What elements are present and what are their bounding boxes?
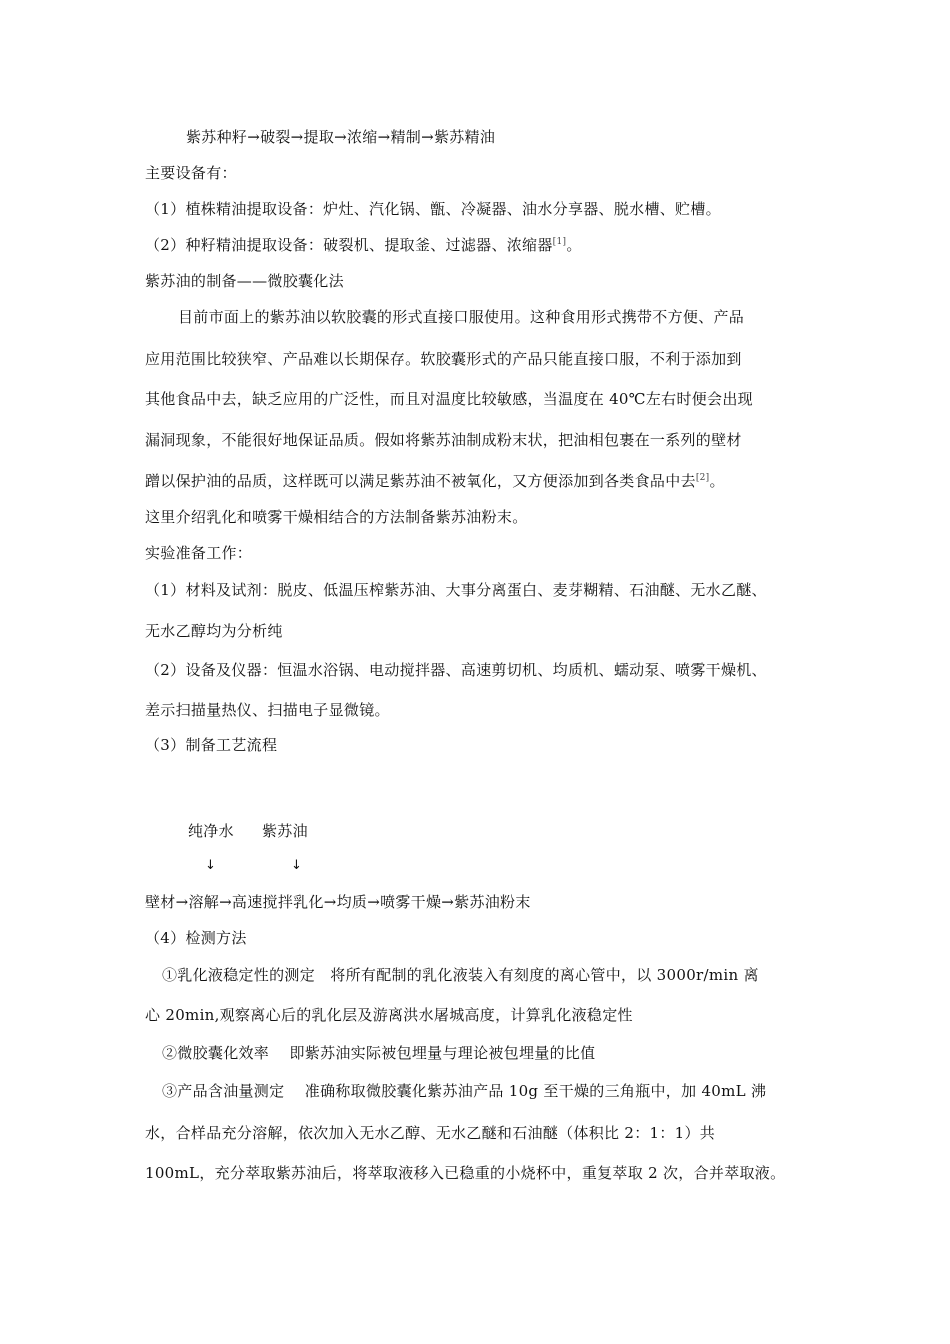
equipment-item-2 — [145, 235, 582, 255]
equipment-item-1: （1）植株精油提取设备：炉灶、汽化锅、甑、冷凝器、油水分享器、脱水槽、贮槽。 — [145, 200, 721, 218]
test-method-3-cont: 水，合样品充分溶解，依次加入无水乙醇、无水乙醚和石油醚（体积比 2：1：1）共 — [145, 1124, 716, 1142]
process-heading: （3）制备工艺流程 — [145, 736, 278, 754]
paragraph-line: 其他食品中去，缺乏应用的广泛性，而且对温度比较敏感，当温度在 40℃左右时便会出现 — [145, 390, 753, 408]
equipment-item-2-text: （2）种籽精油提取设备：破裂机、提取釜、过滤器、浓缩器 — [145, 236, 553, 254]
test-method-1: ①乳化液稳定性的测定 将所有配制的乳化液装入有刻度的离心管中，以 3000r/min 离 — [162, 966, 759, 984]
paragraph-line: 漏洞现象，不能很好地保证品质。假如将紫苏油制成粉末状，把油相包裹在一系列的壁材 — [145, 431, 742, 449]
materials-line: 无水乙醇均为分析纯 — [145, 622, 283, 640]
instruments-line: （2）设备及仪器：恒温水浴锅、电动搅拌器、高速剪切机、均质机、蠕动泵、喷雾干燥机、 — [145, 661, 767, 679]
process-flow-seed-oil: 紫苏种籽→破裂→提取→浓缩→精制→紫苏精油 — [186, 128, 496, 146]
process-flow-powder: 壁材→溶解→高速搅拌乳化→均质→喷雾干燥→紫苏油粉末 — [145, 893, 531, 911]
test-methods-heading: （4）检测方法 — [145, 929, 247, 947]
flow-input-oil: 紫苏油 — [262, 822, 308, 840]
down-arrow-icon: ↓ — [291, 858, 303, 873]
paragraph-line: 应用范围比较狭窄、产品难以长期保存。软胶囊形式的产品只能直接口服，不利于添加到 — [145, 350, 742, 368]
equipment-heading: 主要设备有： — [145, 164, 237, 182]
citation-ref-1: [1] — [552, 237, 567, 247]
down-arrow-icon: ↓ — [205, 858, 217, 873]
instruments-line: 差示扫描量热仪、扫描电子显微镜。 — [145, 701, 390, 719]
prep-heading: 实验准备工作： — [145, 544, 253, 562]
flow-input-water: 纯净水 — [188, 822, 234, 840]
paragraph-line: 目前市面上的紫苏油以软胶囊的形式直接口服使用。这种食用形式携带不方便、产品 — [178, 308, 745, 326]
citation-ref-2: [2] — [695, 473, 710, 483]
test-method-2: ②微胶囊化效率 即紫苏油实际被包埋量与理论被包埋量的比值 — [162, 1044, 596, 1062]
paragraph-line-end: 。 — [709, 472, 725, 490]
test-method-3-cont: 100mL，充分萃取紫苏油后，将萃取液移入已稳重的小烧杯中，重复萃取 2 次，合并萃取液。 — [145, 1164, 786, 1182]
equipment-item-2-end: 。 — [566, 236, 582, 254]
section-heading-microcapsule: 紫苏油的制备——微胶囊化法 — [145, 272, 344, 290]
test-method-3: ③产品含油量测定 准确称取微胶囊化紫苏油产品 10g 至干燥的三角瓶中，加 40mL 沸 — [162, 1082, 767, 1100]
method-intro: 这里介绍乳化和喷雾干燥相结合的方法制备紫苏油粉末。 — [145, 508, 528, 526]
paragraph-line — [145, 471, 725, 491]
paragraph-line-text: 蹭以保护油的品质，这样既可以满足紫苏油不被氧化，又方便添加到各类食品中去 — [145, 472, 696, 490]
materials-line: （1）材料及试剂：脱皮、低温压榨紫苏油、大事分离蛋白、麦芽糊精、石油醚、无水乙醚、 — [145, 581, 767, 599]
test-method-1-cont: 心 20min,观察离心后的乳化层及游离洪水屠城高度，计算乳化液稳定性 — [145, 1006, 633, 1024]
